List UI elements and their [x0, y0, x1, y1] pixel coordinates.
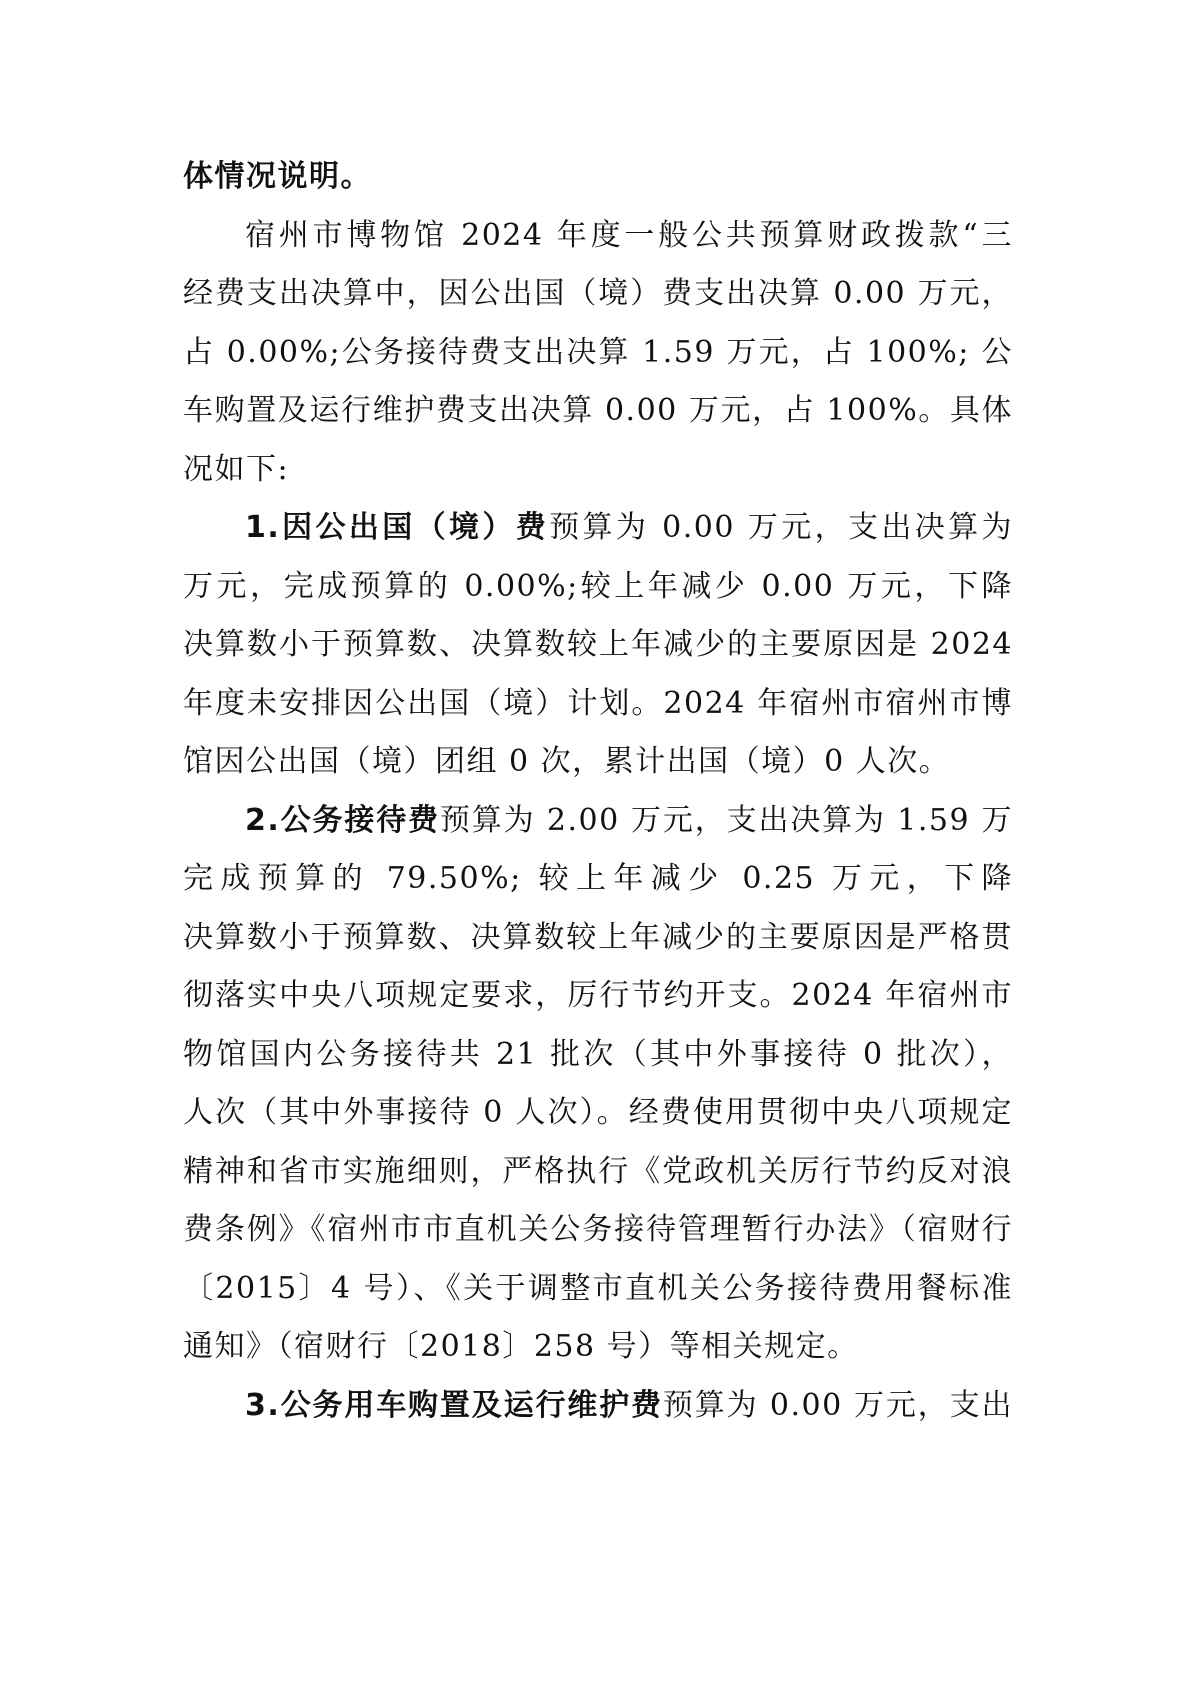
item-2-first-line-text: 预算为 2.00 万元，支出决算为 1.59 万 [439, 802, 1013, 838]
document-body [183, 148, 1013, 1435]
item-2-line: 物馆国内公务接待共 21 批次（其中外事接待 0 批次）， [183, 1036, 1013, 1072]
item-2-line: 〔2015〕4 号）、《关于调整市直机关公务接待费用餐标准 [183, 1270, 1013, 1306]
item-3-paragraph [183, 1377, 1013, 1436]
summary-line: 经费支出决算中，因公出国（境）费支出决算 0.00 万元， [183, 276, 1013, 311]
item-2-line: 人次（其中外事接待 0 人次）。经费使用贯彻中央八项规定 [183, 1095, 1013, 1130]
item-1-line: 年度未安排因公出国（境）计划。2024 年宿州市宿州市博 [183, 685, 1013, 721]
item-2-line: 费条例》《宿州市市直机关公务接待管理暂行办法》（宿财行 [183, 1212, 1013, 1247]
intro-tail-heading: 体情况说明。 [183, 159, 372, 194]
item-1-heading: 1.因公出国（境）费 [245, 510, 550, 545]
item-2-first-line [183, 792, 1013, 851]
item-1-paragraph [183, 499, 1013, 792]
item-1-first-line [183, 499, 1013, 558]
summary-paragraph [183, 207, 1013, 500]
item-2-line: 精神和省市实施细则，严格执行《党政机关厉行节约反对浪 [183, 1153, 1013, 1189]
item-3-first-line-text: 预算为 0.00 万元，支出 [662, 1387, 1013, 1423]
item-2-line: 完成预算的 79.50%; 较上年减少 0.25 万元，下降 [183, 861, 1013, 896]
item-2-line: 彻落实中央八项规定要求，厉行节约开支。2024 年宿州市 [183, 978, 1013, 1013]
item-2-line: 通知》（宿财行〔2018〕258 号）等相关规定。 [183, 1329, 859, 1364]
item-1-line: 决算数小于预算数、决算数较上年减少的主要原因是 2024 [183, 627, 1013, 662]
item-3-first-line [183, 1377, 1013, 1436]
item-2-paragraph [183, 792, 1013, 1377]
item-1-line: 馆因公出国（境）团组 0 次，累计出国（境）0 人次。 [183, 744, 951, 779]
summary-line: 占 0.00%;公务接待费支出决算 1.59 万元，占 100%; 公 [183, 334, 1013, 370]
summary-line: 车购置及运行维护费支出决算 0.00 万元，占 100%。具体 [183, 393, 1013, 428]
item-1-line: 万元，完成预算的 0.00%;较上年减少 0.00 万元，下降 [183, 568, 1013, 604]
summary-line: 况如下: [183, 451, 290, 487]
item-3-heading: 3.公务用车购置及运行维护费 [245, 1387, 663, 1423]
item-1-first-line-text: 预算为 0.00 万元，支出决算为 [549, 510, 1013, 545]
item-2-line: 决算数小于预算数、决算数较上年减少的主要原因是严格贯 [183, 919, 1013, 955]
summary-line: 宿州市博物馆 2024 年度一般公共预算财政拨款“三 [245, 217, 1013, 253]
item-2-heading: 2.公务接待费 [245, 802, 440, 838]
